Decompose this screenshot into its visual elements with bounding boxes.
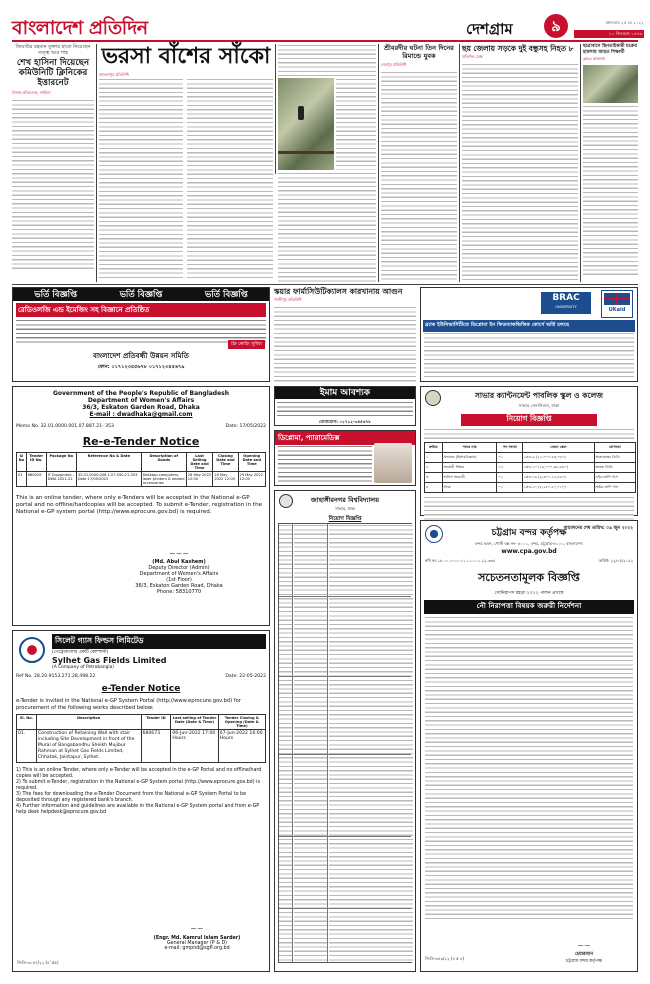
sylhet-gas-ad <box>12 630 270 972</box>
col3-story <box>381 44 457 282</box>
table-cell: 06-Jun-2022 17:00 Hours <box>171 730 218 763</box>
savar-title: সাভার ক্যান্টনমেন্ট পাবলিক স্কুল ও কলেজ <box>474 391 604 400</box>
sgfl-signature <box>137 924 257 951</box>
sgfl-name-bn: সিলেট গ্যাস ফিল্ডস লিমিটেড <box>52 634 266 649</box>
table-cell: ১ <box>425 453 443 463</box>
table-cell: 07-Jun-2022 16:00 Hours <box>218 730 265 763</box>
sgfl-date: Date: 22-05-2022 <box>225 674 266 679</box>
gov-signature <box>119 549 239 595</box>
main-story-body-5 <box>278 172 376 282</box>
newspaper-logo: বাংলাদেশ প্রতিদিন <box>12 17 148 39</box>
savar-table <box>424 442 636 493</box>
brac-logo-sub: UNIVERSITY <box>555 305 577 309</box>
savar-sub: সাভার সেনানিবাস, ঢাকা <box>518 403 560 408</box>
gov-sign-floor: (1st Floor) <box>166 577 192 583</box>
ukaid-logo <box>601 290 633 318</box>
brac-logo: BRAC <box>552 293 580 303</box>
signature-scribble: ~~~ <box>168 549 190 558</box>
gov-line-4: E-mail : dwadhaka@gmail.com <box>89 411 193 418</box>
col4-byline: প্রতিদিন ডেস্ক <box>462 54 483 59</box>
table-cell: 29 May 2022 12:00 <box>238 472 265 487</box>
table-header: পদ সংখ্যা <box>497 443 523 453</box>
table-cell: গ্রেড-২০ (৮,২৫০-২০,০১০) <box>523 483 594 493</box>
savar-logo-icon <box>425 390 441 406</box>
table-row <box>17 730 266 763</box>
col5-story <box>583 44 638 282</box>
sgfl-intro: e-Tender is invited in the National e-GP System Portal (http://www.eprocure.gov.bd) for procurement of the following works described below: <box>16 698 241 711</box>
ctg-instructions <box>425 616 633 922</box>
table-cell: 29 May 2022 12:00 <box>213 472 238 487</box>
table-cell: ০২ <box>497 463 523 473</box>
col4-headline: ছয় জেলায় সড়কে দুই বন্ধুসহ নিহত ৮ <box>462 44 574 53</box>
savar-footer: আবেদনের শেষ তারিখ: ০৯ জুন ২০২২ <box>563 526 633 531</box>
table-cell: অষ্টম শ্রেণি পাস <box>594 483 635 493</box>
imam-title: ইমাম আবশ্যক <box>275 387 415 399</box>
table-header: Opening Date and Time <box>238 453 265 472</box>
diploma-ad <box>274 430 416 486</box>
table-header: Sl. No. <box>17 715 37 730</box>
gov-tender-table <box>16 452 266 487</box>
sgfl-ref: Ref No. 28.20.9153.271.28.498.22 <box>16 674 96 679</box>
ju-notice: নিয়োগ বিজ্ঞপ্তি <box>328 516 362 522</box>
sgfl-note: 4) Further information and guidelines are available in the National e-GP System portal and from e-GP help desk helpdesk@eprocure.gov.bd <box>16 804 260 815</box>
left-story-byline: নিজস্ব প্রতিবেদক, দশমিনা <box>12 90 51 95</box>
bamboo-bridge-photo <box>278 78 334 170</box>
main-story-byline: জামালপুর প্রতিনিধি <box>99 72 129 77</box>
table-cell: ২ <box>425 463 443 473</box>
diploma-title: ডিপ্লোমা, প্যারামেডিক্স <box>275 431 415 445</box>
ju-sub: সাভার, ঢাকা <box>334 506 356 511</box>
brac-logo-box <box>541 292 591 314</box>
col-divider <box>96 44 97 282</box>
sgfl-note: 1) This is an online Tender, where only e-Tender will be accepted in the e-GP Portal and no offline/hard copies will be accepted. <box>16 768 262 779</box>
gov-memo: Memo No. 32.01.0000.001.07.887.21- 353 <box>16 424 114 429</box>
ctg-signer: চেয়ারম্যান <box>574 952 594 957</box>
table-header-row <box>17 453 266 472</box>
doctor-photo <box>374 443 412 483</box>
left-story-body <box>12 99 94 269</box>
date-line: মঙ্গলবার ২৪ মে ২০২২ <box>605 20 644 25</box>
table-cell: ৩ <box>425 473 443 483</box>
col4-story <box>462 44 578 282</box>
table-cell: স্নাতক ডিগ্রি <box>594 463 635 473</box>
table-header: Tender ID <box>141 715 171 730</box>
gov-sign-addr: 36/3, Eskaton Garden Road, Dhaka <box>135 583 223 589</box>
main-story <box>99 44 273 282</box>
ctg-memo: নথি নং-১৮.০০.০০০০.০১.০১.০০১.২২-৩৩৪ <box>425 558 496 563</box>
table-header-row <box>17 715 266 730</box>
imam-phone: যোগাযোগ: ০১৭১২-৩৪৫৬৭৮ <box>318 419 372 424</box>
table-header: Tender Closing & Opening (Date & Time) <box>218 715 265 730</box>
table-cell: Desktop computers, laser printers & related accessories <box>142 473 185 485</box>
sgfl-name-en: Sylhet Gas Fields Limited <box>52 656 167 665</box>
table-header: Last selling of Tender Date (Date & Time) <box>171 715 218 730</box>
sgfl-sub-en: (A Company of Petrobangla) <box>52 665 115 670</box>
col5-byline: কুমিল্লা প্রতিনিধি <box>583 56 605 61</box>
table-cell: প্রভাষক (হিসাববিজ্ঞান) <box>442 453 497 463</box>
ju-table <box>278 523 412 963</box>
savar-notice: নিয়োগ বিজ্ঞপ্তি <box>461 414 597 426</box>
table-row <box>425 473 636 483</box>
ukaid-label: UKaid <box>608 307 626 313</box>
diploma-body <box>278 445 372 483</box>
gov-date: Date: 17/05/2022 <box>225 424 266 429</box>
table-cell: ৪ <box>425 483 443 493</box>
col3-body <box>381 71 457 281</box>
col5-body <box>583 105 638 275</box>
table-row <box>425 483 636 493</box>
ctg-signature <box>539 941 629 965</box>
page-number: ৯ <box>551 17 561 35</box>
left-story-headline: শেখ হাসিনা দিয়েছেন কমিউনিটি ক্লিনিকের ইত্তারনেট <box>16 58 90 88</box>
main-story-body-1 <box>99 78 183 278</box>
table-row <box>425 463 636 473</box>
imam-ad <box>274 386 416 426</box>
sgfl-tender-table <box>16 714 266 763</box>
table-cell: গ্রেড-৯ (২২,০০০-৫৩,০৬০) <box>523 453 594 463</box>
pharma-body <box>274 306 416 382</box>
admission-subtitle: রেডিওলজি এন্ড ইমেজিং সহ বিজ্ঞানে প্রতিষ্ঠিত <box>16 303 266 317</box>
sgfl-note: 3) The fees for downloading the e-Tender Document from the National e-GP System Portal to be deposited through any registered bank's branch. <box>16 792 247 803</box>
imam-body <box>277 401 413 417</box>
table-header: Last Selling Date and Time <box>186 453 213 472</box>
table-header-row <box>425 443 636 453</box>
gov-sign-title: Deputy Director (Admin) <box>148 565 210 571</box>
table-header: যোগ্যতা <box>594 443 635 453</box>
table-cell: স্নাতকোত্তর ডিগ্রি <box>594 453 635 463</box>
admission-title-3: ভর্তি বিজ্ঞপ্তি <box>204 289 248 300</box>
admission-title-2: ভর্তি বিজ্ঞপ্তি <box>119 289 163 300</box>
brac-body <box>424 332 634 378</box>
gov-line-3: 36/3, Eskaton Garden Road, Dhaka <box>82 404 200 411</box>
sgfl-gd: জিডি-৩১৫৭/২২ (৪' x৫) <box>17 960 59 965</box>
ju-logo-icon <box>279 494 293 508</box>
gov-line-1: Government of the People's Republic of Bangladesh <box>52 390 230 397</box>
ju-title: জাহাঙ্গীরনগর বিশ্ববিদ্যালয় <box>310 496 380 504</box>
sgfl-sub-bn: (পেট্রোবাংলার একটি কোম্পানী) <box>52 650 109 655</box>
ctg-gd: জিডি-৩৪৩/২২ (৪ x ৪) <box>425 956 465 961</box>
admission-title-1: ভর্তি বিজ্ঞপ্তি <box>34 289 78 300</box>
col-divider <box>459 44 460 282</box>
left-story-kicker: জিয়াউর রহমান মুক্তার হাতে নিয়েছেন তত্ত্ব আর শাহ <box>15 44 91 56</box>
table-cell: 26 May 2022 12:00 <box>186 472 213 487</box>
ctg-web: www.cpa.gov.bd <box>501 548 557 555</box>
table-cell: 680029 <box>26 472 46 487</box>
admission-ad <box>12 287 270 382</box>
uk-flag-icon <box>604 293 630 305</box>
table-cell: 01 <box>17 472 27 487</box>
savar-intro <box>424 428 634 440</box>
admission-org: বাংলাদেশ প্রতিবন্ধী উন্নয়ন সমিতি <box>92 351 190 360</box>
ctg-signer2: চট্টগ্রাম বন্দর কর্তৃপক্ষ <box>565 959 603 964</box>
table-cell: আয়া <box>442 483 497 493</box>
table-cell: গ্রেড-১০ (১৬,০০০-৩৮,৬৪০) <box>523 463 594 473</box>
table-cell: গ্রেড-১৬ (৯,৩০০-২২,৪৯০) <box>523 473 594 483</box>
pharma-byline: গাজীপুর প্রতিনিধি <box>274 297 302 302</box>
table-cell: Construction of Retaining Wall with stair including Site Development in front of the Mural of Bangabandhu Sheikh Mujibur Rahman at Sylhet Gas Fields Limited, Chhatak, Jaintapur, Sylhet. <box>36 730 141 763</box>
table-header: Sl No <box>17 453 27 472</box>
table-header: Tender ID No. <box>26 453 46 472</box>
gov-line-2: Department of Women's Affairs <box>87 397 195 404</box>
table-cell: 32.01.0000.008.1.07.050.21-353 Date 17/05/2022 <box>76 472 141 487</box>
ctg-heading: সচেতনতামূলক বিজ্ঞপ্তি <box>478 571 580 584</box>
savar-school-ad <box>420 386 638 531</box>
ctg-title: চট্টগ্রাম বন্দর কর্তৃপক্ষ <box>491 528 567 538</box>
table-cell: 01. <box>17 730 37 763</box>
sgfl-note: 2) To submit e-Tender, registration in the National e-GP System portal (http://www.eprocure.gov.bd) is required. <box>16 780 260 791</box>
ju-ad <box>274 490 416 972</box>
table-header: ক্রমিক <box>425 443 443 453</box>
table-row <box>17 472 266 487</box>
signature-scribble: ~~ <box>577 941 591 950</box>
ctg-addr: বন্দর ভবন, পোস্ট বক্স নং- ৪০০১, বন্দর, চট্টগ্রাম-৪১০০, বাংলাদেশ। <box>474 541 583 546</box>
gov-tender-ad <box>12 386 270 626</box>
gov-title: Re-e-Tender Notice <box>82 435 200 448</box>
col-divider <box>378 44 379 282</box>
ctg-logo-icon <box>425 525 443 543</box>
table-header: পদের নাম <box>442 443 497 453</box>
section-name: দেশগ্রাম <box>466 20 513 38</box>
table-cell: ০১ <box>497 473 523 483</box>
table-cell: 680673 <box>141 730 171 763</box>
brac-title: ব্র্যাক ইউনিভার্সিটিতে ডিপ্লোমা ইন ফিডব্যাকভিত্তিক কোর্সে ভর্তি চলছে <box>423 320 635 332</box>
section-rule <box>12 284 638 285</box>
sgfl-sign-name: (Engr. Md. Kamrul Islam Sarder) <box>153 936 241 941</box>
savar-conditions <box>424 496 634 522</box>
table-cell: IT Equipment -DWA 2021-22 <box>46 472 76 487</box>
col5-photo <box>583 65 638 103</box>
admission-tag: ফ্রি কোচিং সুবিধা <box>228 340 265 349</box>
sgfl-sign-title: General Manager (P & D) <box>166 941 228 946</box>
table-header: বেতন স্কেল <box>523 443 594 453</box>
table-cell: ০১ <box>497 483 523 493</box>
col-divider <box>580 44 581 282</box>
col3-headline: শ্রীবরদীর ঘটনা তিন দিনের রিমান্ডে যুবক <box>384 44 454 60</box>
left-story <box>12 44 94 282</box>
col-divider <box>275 44 276 174</box>
sgfl-notes <box>16 768 266 816</box>
main-story-col2 <box>278 44 376 282</box>
col5-headline: ছাত্রাবাসে ছিনতাইকারী চক্রের হামলায় আহত শিক্ষার্থী <box>583 44 637 55</box>
sgfl-sign-email: e-mail: gmpnd@sgfl.org.bd <box>164 946 230 951</box>
admission-phone: ফোন: ০১৭১২৩৪৫৬৭৮ ০১৭১২৩৪৫৬৭৯ <box>97 364 185 370</box>
table-cell: এইচএসসি পাস <box>594 473 635 483</box>
ctg-port-ad <box>420 520 638 972</box>
sgfl-title: e-Tender Notice <box>101 684 181 694</box>
masthead-rule <box>12 40 638 42</box>
pharma-story <box>274 287 416 382</box>
col4-body <box>462 63 578 283</box>
table-cell: ০১ <box>497 453 523 463</box>
col3-byline: শেরপুর প্রতিনিধি <box>381 62 407 67</box>
sgfl-logo-icon <box>19 637 45 663</box>
table-header: Description <box>36 715 141 730</box>
admission-title-bar <box>13 288 269 301</box>
pharma-headline: স্কয়ার ফার্মাসিউটিক্যালস কারখানায় আগুন <box>274 287 403 296</box>
signature-scribble: ~~ <box>190 924 204 933</box>
table-header: Description of Goods <box>141 453 186 472</box>
gov-sign-name: (Md. Abul Kashem) <box>152 559 206 565</box>
main-story-body-3 <box>278 44 376 76</box>
table-header: Reference No & Date <box>76 453 141 472</box>
main-story-headline: ভরসা বাঁশের সাঁকো <box>101 44 271 69</box>
gov-sign-phone: Phone: 58310770 <box>156 589 202 595</box>
table-cell: সহকারী শিক্ষক <box>442 463 497 473</box>
table-cell: অফিস সহকারী <box>442 473 497 483</box>
main-story-body-2 <box>187 78 273 278</box>
main-story-body-4 <box>336 78 376 170</box>
page-number-badge <box>544 14 568 38</box>
gov-body: This is an online tender, where only e-Tenders will be accepted in the National e-GP portal and no offline/hardcopies will be accepted. To submit e-Tender, registration in the National e-GP system portal (http://www.eprocure.gov.bd) is required. <box>16 495 263 515</box>
brac-ad <box>420 287 638 382</box>
ctg-bar: নৌ নিরাপত্তা বিষয়ক জরুরী নির্দেশনা <box>424 600 634 614</box>
table-header: Package No <box>46 453 76 472</box>
table-row <box>425 453 636 463</box>
ctg-sub: সোনিরাপদ মহড়া ২০২২ পালন প্রসঙ্গে <box>494 591 564 596</box>
hijri-date: ১০ জিলহজ ১৪৪৩ <box>574 30 644 38</box>
table-header: Closing Date and Time <box>213 453 238 472</box>
ctg-date: তারিখ: ২২/০৫/২০২২ <box>598 558 633 563</box>
gov-sign-dept: Department of Women's Affairs <box>139 571 219 577</box>
